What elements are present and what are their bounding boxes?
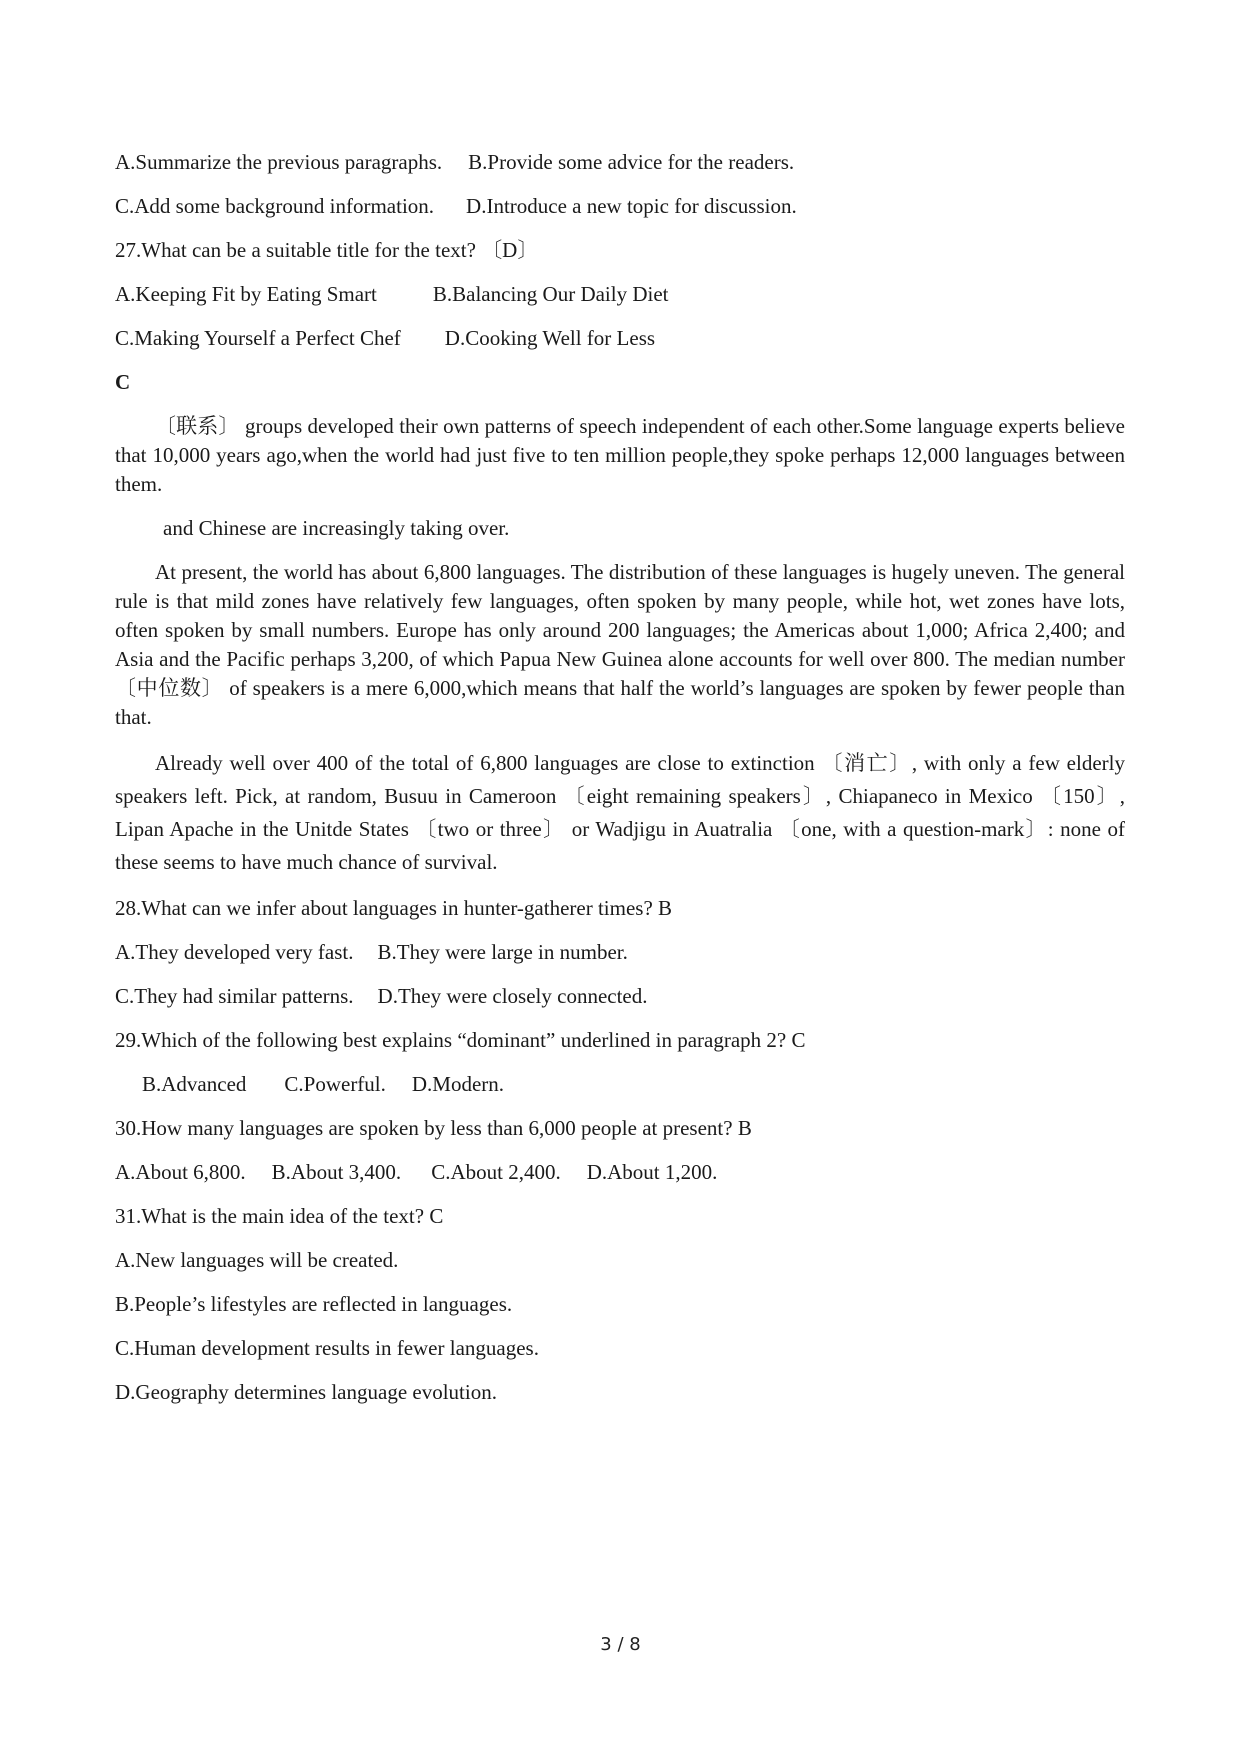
q28-question: 28.What can we infer about languages in hunter-gatherer times? B [115, 896, 673, 920]
q28-options-row-1 [115, 938, 1125, 967]
q27-options-row-1 [115, 280, 1125, 309]
q27-option-a: A.Keeping Fit by Eating Smart [115, 282, 377, 306]
page-content [115, 148, 1125, 1422]
q31-option-b: B.People’s lifestyles are reflected in languages. [115, 1292, 513, 1316]
q28-option-a: A.They developed very fast. [115, 940, 354, 964]
section-label: C [115, 370, 131, 394]
q26-option-d: D.Introduce a new topic for discussion. [466, 194, 797, 218]
q28-option-b: B.They were large in number. [377, 940, 628, 964]
page-number: 3 / 8 [600, 1634, 641, 1655]
q26-option-c: C.Add some background information. [115, 194, 435, 218]
q26-options-row-2 [115, 192, 1125, 221]
q27-option-b: B.Balancing Our Daily Diet [432, 282, 669, 306]
q30-question: 30.How many languages are spoken by less than 6,000 people at present? B [115, 1116, 752, 1140]
q31-question: 31.What is the main idea of the text? C [115, 1204, 444, 1228]
q27-option-d: D.Cooking Well for Less [444, 326, 656, 350]
q26-option-a: A.Summarize the previous paragraphs. [115, 150, 443, 174]
q29-option-d: D.Modern. [411, 1072, 505, 1096]
passage-paragraph-2: and Chinese are increasingly taking over. [163, 516, 510, 540]
q27-option-c: C.Making Yourself a Perfect Chef [115, 326, 401, 350]
q31-option-a: A.New languages will be created. [115, 1248, 399, 1272]
q29-option-b: B.Advanced [142, 1072, 247, 1096]
q30-option-d: D.About 1,200. [586, 1160, 718, 1184]
q30-option-b: B.About 3,400. [271, 1160, 402, 1184]
q29-options-row [115, 1070, 1125, 1099]
q27-options-row-2 [115, 324, 1125, 353]
q30-option-c: C.About 2,400. [431, 1160, 561, 1184]
q27-question: 27.What can be a suitable title for the text? 〔D〕 [115, 238, 539, 262]
q26-option-b: B.Provide some advice for the readers. [468, 150, 795, 174]
q28-option-d: D.They were closely connected. [377, 984, 648, 1008]
q31-option-d: D.Geography determines language evolution. [115, 1380, 497, 1404]
passage-paragraph-1: 〔联系〕 groups developed their own patterns of speech independent of each other.Some language experts believe that 10,000 years ago,when the world had just five to ten million people,they spoke perhaps 12,000 languages between them. [115, 414, 1125, 496]
passage-paragraph-4: Already well over 400 of the total of 6,800 languages are close to extinction 〔消亡〕, with only a few elderly speakers left. Pick, at random, Busuu in Cameroon 〔eight remaining speakers〕, Chiapaneco in Mexico 〔150〕, Lipan Apache in the Unitde States 〔two or three〕 or Wadjigu in Auatralia 〔one, with a question-mark〕: none of these seems to have much chance of survival. [115, 751, 1125, 874]
q29-option-c: C.Powerful. [284, 1072, 386, 1096]
q28-options-row-2 [115, 982, 1125, 1011]
q29-question: 29.Which of the following best explains “dominant” underlined in paragraph 2? C [115, 1028, 806, 1052]
q28-option-c: C.They had similar patterns. [115, 984, 354, 1008]
q30-option-a: A.About 6,800. [115, 1160, 246, 1184]
q31-option-c: C.Human development results in fewer languages. [115, 1336, 539, 1360]
q26-options-row-1 [115, 148, 1125, 177]
passage-paragraph-3: At present, the world has about 6,800 languages. The distribution of these languages is hugely uneven. The general rule is that mild zones have relatively few languages, often spoken by many people, while hot, wet zones have lots, often spoken by small numbers. Europe has only around 200 languages; the Americas about 1,000; Africa 2,400; and Asia and the Pacific perhaps 3,200, of which Papua New Guinea alone accounts for well over 800. The median number 〔中位数〕 of speakers is a mere 6,000,which means that half the world’s languages are spoken by fewer people than that. [115, 560, 1125, 729]
q30-options-row [115, 1158, 1125, 1187]
